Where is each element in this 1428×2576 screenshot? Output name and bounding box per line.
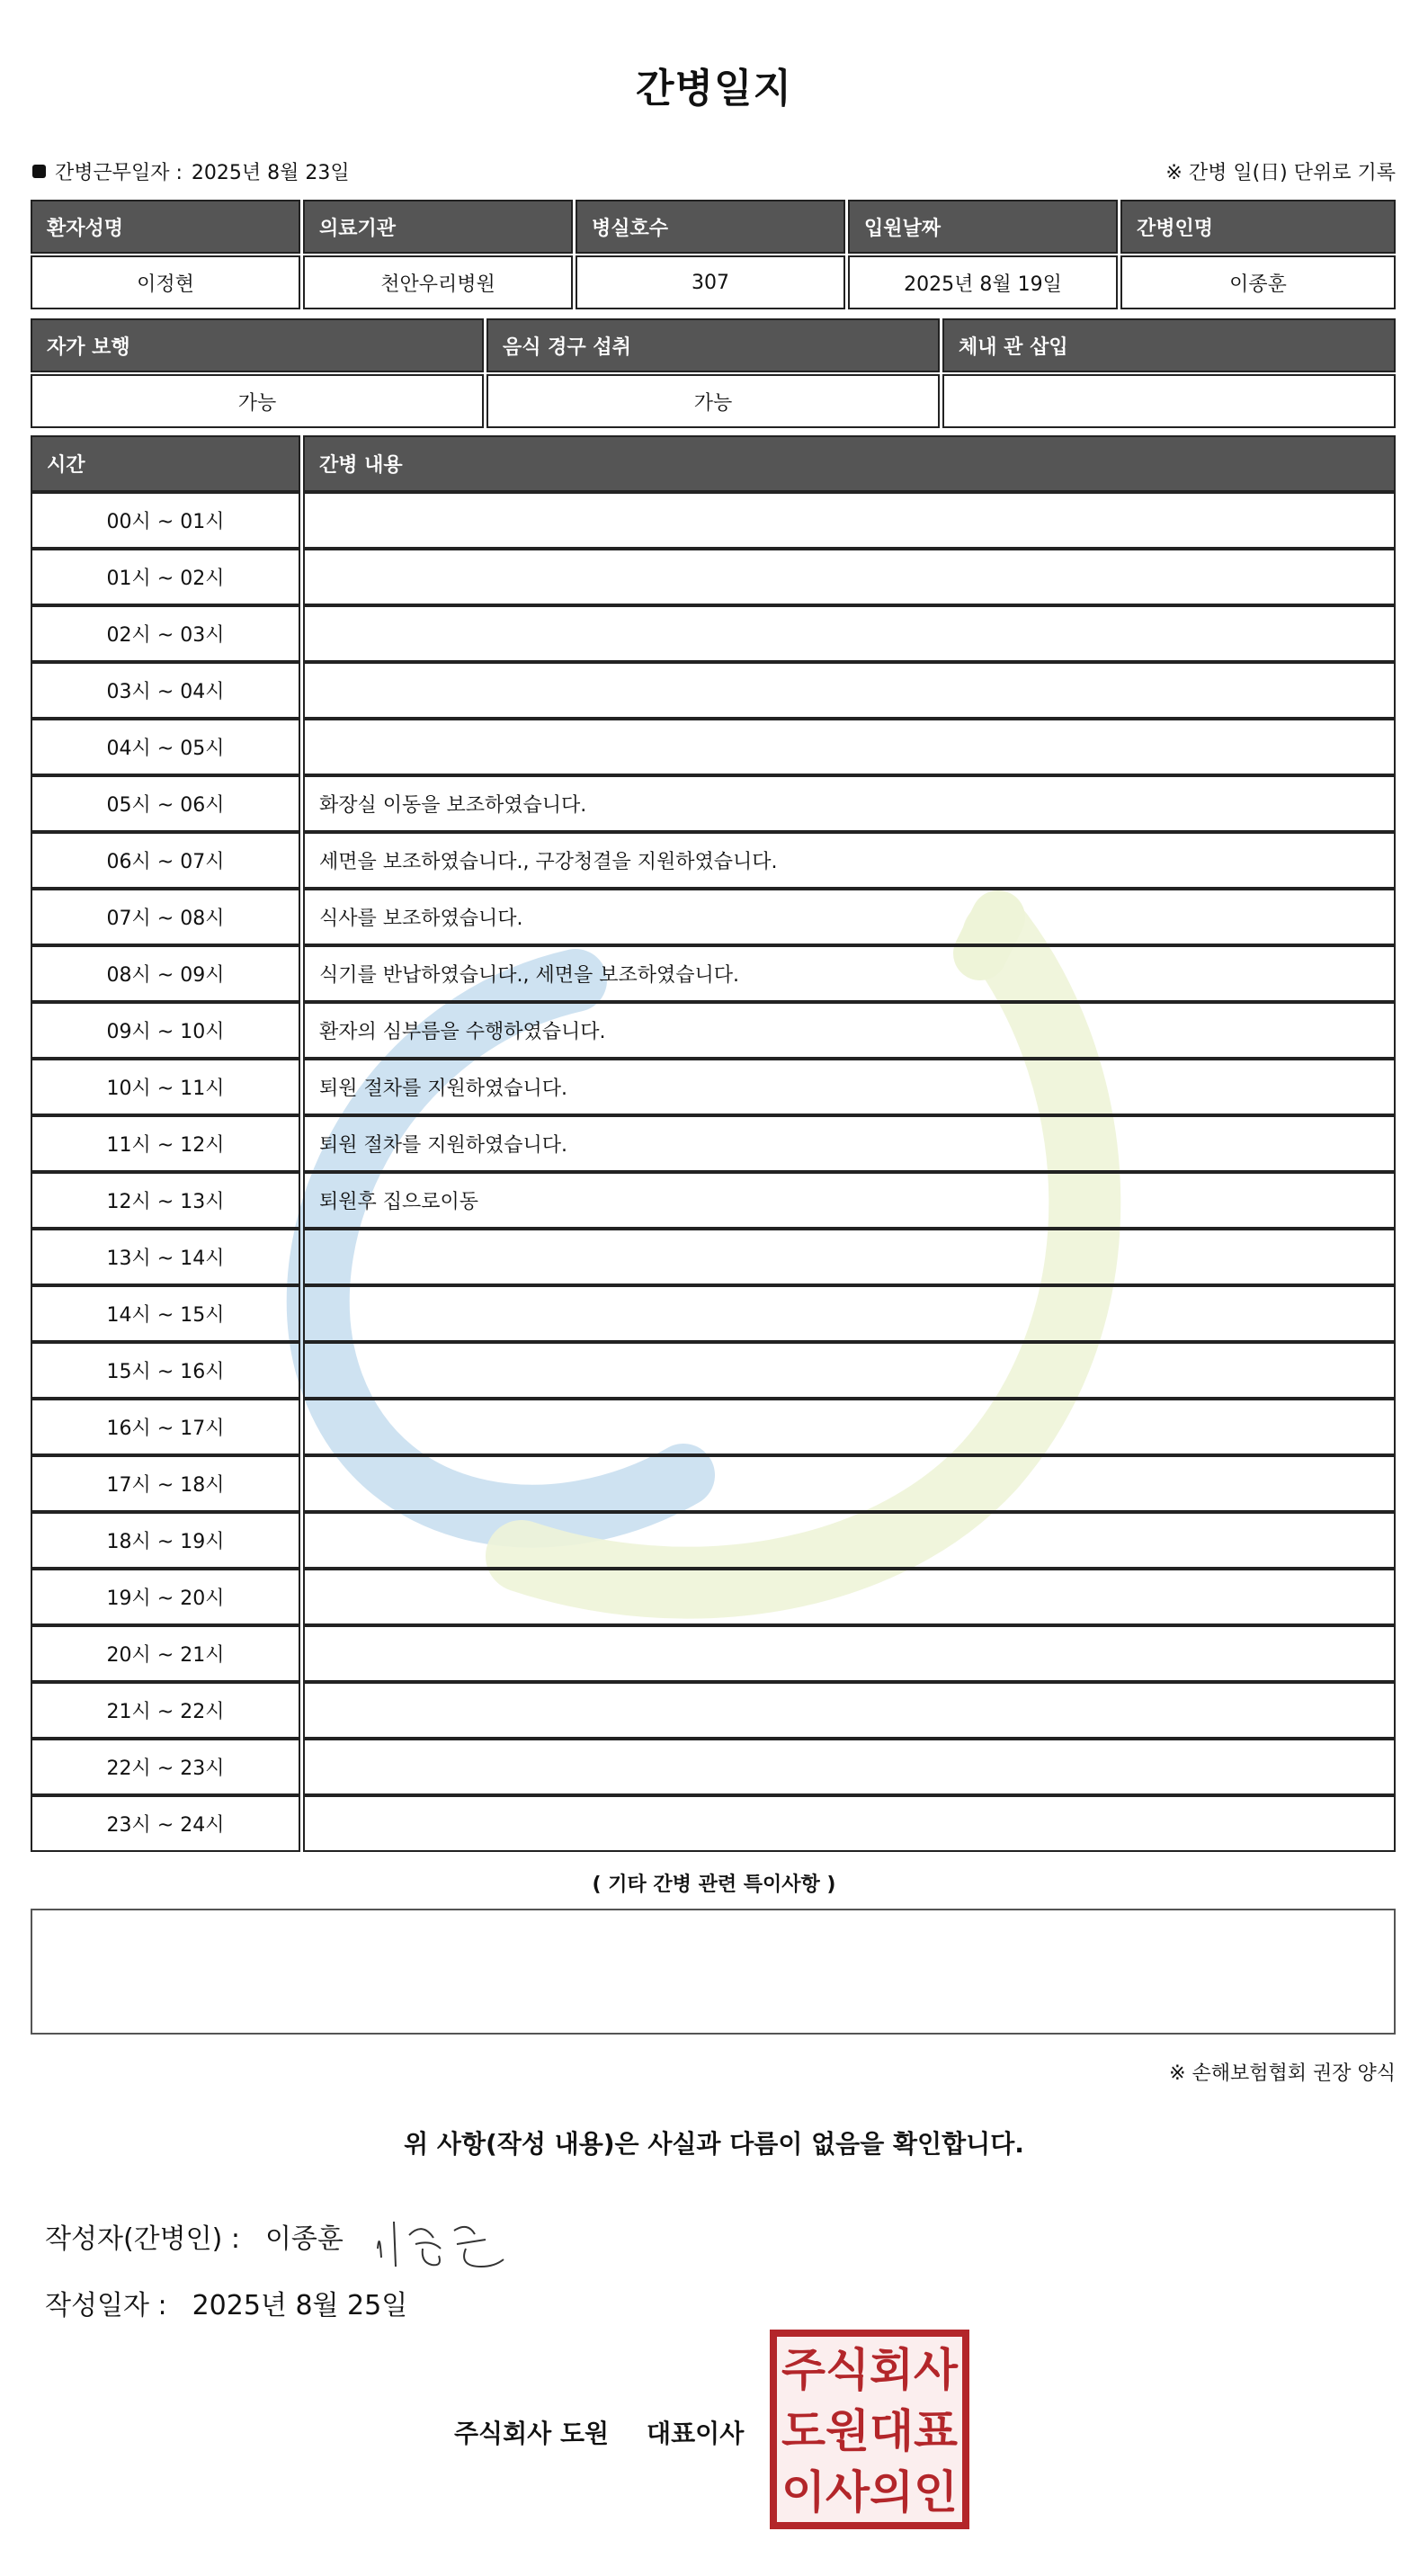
header-self-walking: 자가 보행 xyxy=(31,318,484,372)
table-row xyxy=(31,1115,1396,1172)
table-row xyxy=(31,662,1396,719)
care-content: 화장실 이동을 보조하였습니다. xyxy=(303,775,1396,832)
time-slot: 00시 ~ 01시 xyxy=(31,492,300,549)
seal-text-line: 주식회사 xyxy=(781,2344,959,2396)
time-slot: 08시 ~ 09시 xyxy=(31,945,300,1002)
table-row xyxy=(31,832,1396,889)
table-row xyxy=(31,1342,1396,1399)
page-title: 간병일지 xyxy=(635,66,792,112)
care-content xyxy=(303,549,1396,605)
written-date-line xyxy=(45,2283,407,2322)
time-slot: 22시 ~ 23시 xyxy=(31,1739,300,1795)
seal-text-line: 이사의인 xyxy=(781,2466,958,2518)
care-content xyxy=(303,1229,1396,1285)
care-content xyxy=(303,1569,1396,1625)
company-name: 주식회사 도원 xyxy=(454,2419,610,2448)
table-header-row xyxy=(31,318,1396,372)
care-content xyxy=(303,662,1396,719)
time-slot: 06시 ~ 07시 xyxy=(31,832,300,889)
time-slot: 14시 ~ 15시 xyxy=(31,1285,300,1342)
table-row xyxy=(31,255,1396,309)
author-label: 작성자(간병인) : xyxy=(45,2223,240,2255)
self-walking-value: 가능 xyxy=(31,374,484,428)
table-row xyxy=(31,1682,1396,1739)
table-row xyxy=(31,1455,1396,1512)
tube-insertion-value xyxy=(942,374,1396,428)
header-oral-intake: 음식 경구 섭취 xyxy=(486,318,940,372)
time-slot: 09시 ~ 10시 xyxy=(31,1002,300,1059)
form-footnote: ※ 손해보험협회 권장 양식 xyxy=(1169,2062,1396,2085)
special-notes-box xyxy=(31,1909,1396,2035)
table-row xyxy=(31,1569,1396,1625)
time-slot: 17시 ~ 18시 xyxy=(31,1455,300,1512)
table-row xyxy=(31,1285,1396,1342)
table-row xyxy=(31,945,1396,1002)
care-content xyxy=(303,1682,1396,1739)
table-header-row xyxy=(31,435,1396,492)
time-slot: 01시 ~ 02시 xyxy=(31,549,300,605)
care-content: 식사를 보조하였습니다. xyxy=(303,889,1396,945)
table-row xyxy=(31,1795,1396,1852)
care-content xyxy=(303,1512,1396,1569)
work-date-value: 2025년 8월 23일 xyxy=(191,162,350,184)
care-content: 환자의 심부름을 수행하였습니다. xyxy=(303,1002,1396,1059)
time-slot: 02시 ~ 03시 xyxy=(31,605,300,662)
admission-date: 2025년 8월 19일 xyxy=(848,255,1118,309)
table-row xyxy=(31,719,1396,775)
table-row xyxy=(31,1739,1396,1795)
seal-text-line: 도원대표 xyxy=(781,2405,959,2457)
caregiver-name: 이종훈 xyxy=(1120,255,1396,309)
patient-info-table xyxy=(31,200,1396,309)
header-patient-name: 환자성명 xyxy=(31,200,300,254)
table-row xyxy=(31,1512,1396,1569)
header-hospital: 의료기관 xyxy=(303,200,573,254)
handwritten-signature xyxy=(369,2195,531,2276)
care-content: 식기를 반납하였습니다., 세면을 보조하였습니다. xyxy=(303,945,1396,1002)
header-time: 시간 xyxy=(31,435,300,492)
table-row xyxy=(31,1229,1396,1285)
header-caregiver: 간병인명 xyxy=(1120,200,1396,254)
patient-status-table xyxy=(31,318,1396,428)
care-content xyxy=(303,1625,1396,1682)
header-admission-date: 입원날짜 xyxy=(848,200,1118,254)
written-date-label: 작성일자 : xyxy=(45,2290,167,2321)
company-seal-stamp xyxy=(770,2330,969,2529)
time-slot: 03시 ~ 04시 xyxy=(31,662,300,719)
bullet-square-icon xyxy=(32,165,46,178)
table-row xyxy=(31,374,1396,428)
table-row xyxy=(31,605,1396,662)
confirmation-statement: 위 사항(작성 내용)은 사실과 다름이 없음을 확인합니다. xyxy=(404,2129,1024,2159)
care-content: 퇴원후 집으로이동 xyxy=(303,1172,1396,1229)
table-row xyxy=(31,775,1396,832)
care-log-body xyxy=(31,492,1396,1852)
time-slot: 10시 ~ 11시 xyxy=(31,1059,300,1115)
time-slot: 12시 ~ 13시 xyxy=(31,1172,300,1229)
header-care-content: 간병 내용 xyxy=(303,435,1396,492)
time-slot: 20시 ~ 21시 xyxy=(31,1625,300,1682)
table-row xyxy=(31,889,1396,945)
table-header-row xyxy=(31,200,1396,254)
time-slot: 19시 ~ 20시 xyxy=(31,1569,300,1625)
care-content xyxy=(303,1739,1396,1795)
author-name: 이종훈 xyxy=(264,2223,344,2255)
time-slot: 23시 ~ 24시 xyxy=(31,1795,300,1852)
work-date-label: 간병근무일자 : xyxy=(55,162,183,184)
time-slot: 07시 ~ 08시 xyxy=(31,889,300,945)
time-slot: 13시 ~ 14시 xyxy=(31,1229,300,1285)
table-row xyxy=(31,1002,1396,1059)
care-content xyxy=(303,1399,1396,1455)
table-row xyxy=(31,1172,1396,1229)
table-row xyxy=(31,1399,1396,1455)
care-content xyxy=(303,1342,1396,1399)
care-content xyxy=(303,719,1396,775)
company-line xyxy=(454,2414,744,2450)
room-number: 307 xyxy=(576,255,845,309)
record-note: ※ 간병 일(日) 단위로 기록 xyxy=(1165,162,1396,184)
time-slot: 11시 ~ 12시 xyxy=(31,1115,300,1172)
care-content: 퇴원 절차를 지원하였습니다. xyxy=(303,1115,1396,1172)
notes-title: ( 기타 간병 관련 특이사항 ) xyxy=(592,1874,836,1896)
time-slot: 21시 ~ 22시 xyxy=(31,1682,300,1739)
table-row xyxy=(31,1059,1396,1115)
care-content xyxy=(303,1285,1396,1342)
time-slot: 15시 ~ 16시 xyxy=(31,1342,300,1399)
table-row xyxy=(31,549,1396,605)
care-content xyxy=(303,1455,1396,1512)
care-content xyxy=(303,1795,1396,1852)
oral-intake-value: 가능 xyxy=(486,374,940,428)
time-slot: 04시 ~ 05시 xyxy=(31,719,300,775)
header-tube-insertion: 체내 관 삽입 xyxy=(942,318,1396,372)
table-row xyxy=(31,1625,1396,1682)
care-log-table xyxy=(31,435,1396,1852)
time-slot: 18시 ~ 19시 xyxy=(31,1512,300,1569)
author-line xyxy=(45,2216,344,2256)
patient-name: 이정현 xyxy=(31,255,300,309)
care-content xyxy=(303,492,1396,549)
work-date xyxy=(32,157,350,185)
care-content: 퇴원 절차를 지원하였습니다. xyxy=(303,1059,1396,1115)
written-date-value: 2025년 8월 25일 xyxy=(192,2290,408,2321)
care-content: 세면을 보조하였습니다., 구강청결을 지원하였습니다. xyxy=(303,832,1396,889)
table-row xyxy=(31,492,1396,549)
header-room: 병실호수 xyxy=(576,200,845,254)
time-slot: 05시 ~ 06시 xyxy=(31,775,300,832)
hospital-name: 천안우리병원 xyxy=(303,255,573,309)
time-slot: 16시 ~ 17시 xyxy=(31,1399,300,1455)
company-title: 대표이사 xyxy=(647,2419,745,2448)
care-content xyxy=(303,605,1396,662)
